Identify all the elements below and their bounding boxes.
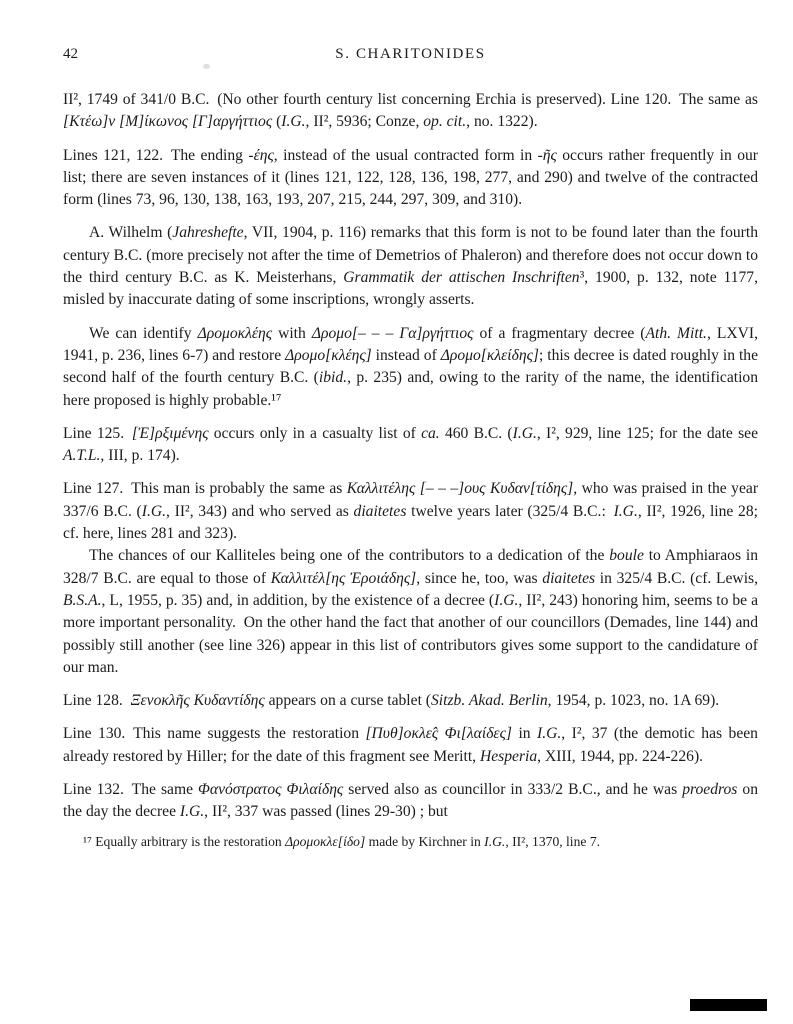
text-segment: , who was praised in the year 337/6 B.C. ( bbox=[63, 480, 759, 520]
text-segment: Line 125. bbox=[63, 424, 132, 442]
italic-text-segment: Δρομο[κλέης] bbox=[285, 346, 372, 364]
italic-text-segment: Καλλιτέλης [– – –]ους Κυδαν[τίδης] bbox=[346, 480, 574, 498]
italic-text-segment: Δρομοκλε[ίδο] bbox=[285, 833, 366, 849]
text-segment: Line 128. bbox=[63, 692, 131, 710]
italic-text-segment: Grammatik der attischen Inschriften bbox=[343, 269, 580, 287]
text-segment: , III, p. 174). bbox=[100, 447, 180, 465]
italic-text-segment: I.G. bbox=[484, 833, 506, 849]
text-segment: , no. 1322). bbox=[466, 113, 538, 131]
italic-text-segment: Δρομο[– – – Γα]ργήττιος bbox=[311, 324, 474, 342]
italic-text-segment: Δρομο[κλείδης] bbox=[440, 346, 539, 364]
paragraph-6 bbox=[63, 478, 758, 545]
paragraph-4 bbox=[63, 323, 758, 412]
page-number: 42 bbox=[63, 46, 78, 62]
text-segment: ; this decree is dated roughly in the second half of the fourth century B.C. ( bbox=[63, 346, 759, 387]
italic-text-segment: I.G. bbox=[281, 113, 306, 131]
paragraph-2 bbox=[63, 145, 758, 212]
text-segment: , II², 1926, line 28; cf. here, lines 281 and 323). bbox=[63, 502, 758, 543]
italic-text-segment: Sitzb. Akad. Berlin bbox=[431, 692, 548, 710]
text-segment: , since he, too, was bbox=[416, 569, 543, 587]
italic-text-segment: I.G. bbox=[537, 725, 562, 743]
text-segment: , II², 343) and who served as bbox=[166, 502, 354, 520]
italic-text-segment: Ath. Mitt. bbox=[645, 324, 707, 342]
text-segment: , LXVI, 1941, p. 236, lines 6-7) and restore bbox=[63, 324, 758, 364]
text-segment: twelve years later (325/4 B.C.: bbox=[406, 502, 614, 520]
italic-text-segment: [Ἐ]ρξιμένης bbox=[131, 424, 209, 442]
paragraph-9 bbox=[63, 723, 758, 768]
paragraph-8 bbox=[63, 690, 758, 712]
italic-text-segment: -έης bbox=[248, 146, 274, 164]
italic-text-segment: [Πυθ]οκλε̂ς Φι[λαίδες] bbox=[365, 725, 512, 743]
italic-text-segment: ibid. bbox=[318, 369, 348, 387]
text-segment: appears on a curse tablet ( bbox=[264, 692, 431, 710]
italic-text-segment: boule bbox=[609, 547, 644, 565]
text-segment: ( bbox=[272, 113, 282, 131]
text-segment: , II², 1370, line 7. bbox=[505, 833, 601, 849]
text-segment: , II², 337 was passed (lines 29-30) ; but bbox=[204, 803, 448, 821]
text-segment: , instead of the usual contracted form in bbox=[273, 146, 538, 164]
italic-text-segment: Δρομοκλέης bbox=[197, 324, 273, 342]
paragraph-5 bbox=[63, 423, 758, 468]
paragraph-3 bbox=[63, 222, 758, 311]
text-segment: to Amphiaraos in 328/7 B.C. are equal to those of bbox=[63, 547, 758, 587]
text-segment: instead of bbox=[371, 346, 441, 364]
text-segment: ³, 1900, p. 132, note 1177, misled by inaccurate dating of some inscriptions, wrongly asserts. bbox=[63, 269, 759, 309]
text-block bbox=[63, 89, 758, 824]
italic-text-segment: Jahreshefte bbox=[172, 224, 244, 242]
text-segment: , L, 1955, p. 35) and, in addition, by the existence of a decree ( bbox=[101, 591, 495, 609]
text-segment: , VII, 1904, p. 116) remarks that this form is not to be found later than the fourth century B.C. (more precisely not after the time of Demetrios of Phaleron) and therefore does not occur down to the third century B.C. as K. Meisterhans, bbox=[63, 224, 758, 287]
italic-text-segment: diaitetes bbox=[542, 569, 596, 587]
italic-text-segment: I.G. bbox=[179, 803, 205, 821]
italic-text-segment: diaitetes bbox=[353, 502, 407, 520]
italic-text-segment: A.T.L. bbox=[63, 447, 101, 465]
text-segment: , 1954, p. 1023, no. 1A 69). bbox=[547, 692, 720, 710]
text-segment: , II², 5936; Conze, bbox=[305, 113, 424, 131]
text-segment: ¹⁷ Equally arbitrary is the restoration bbox=[83, 833, 286, 849]
italic-text-segment: I.G. bbox=[613, 502, 638, 520]
page-content bbox=[63, 46, 758, 864]
text-segment: occurs rather frequently in our list; there are seven instances of it (lines 121, 122, 128, 136, 198, 277, and 290) and twelve of the contracted form (lines 73, 96, 130, 138, 163, 193, 207, 215, 244, 297, 309, and 310). bbox=[63, 146, 758, 209]
text-segment: Line 127. This man is probably the same as bbox=[63, 480, 347, 498]
text-segment: with bbox=[272, 324, 312, 342]
running-head bbox=[63, 46, 758, 68]
text-segment: , I², 929, line 125; for the date see bbox=[536, 424, 758, 442]
text-segment: made by Kirchner in bbox=[365, 833, 485, 849]
text-segment: Lines 121, 122. The ending bbox=[63, 146, 249, 164]
paragraph-10 bbox=[63, 779, 758, 824]
italic-text-segment: Ξενοκλῆς Κυδαντίδης bbox=[130, 692, 265, 710]
text-segment: occurs only in a casualty list of bbox=[208, 424, 422, 442]
italic-text-segment: op. cit. bbox=[423, 113, 467, 131]
italic-text-segment: I.G. bbox=[494, 591, 519, 609]
italic-text-segment: proedros bbox=[682, 781, 738, 799]
scan-artifact-bar bbox=[690, 999, 767, 1011]
text-segment: in bbox=[511, 725, 538, 743]
text-segment: , p. 235) and, owing to the rarity of the name, the identification here proposed is highly probable.¹⁷ bbox=[63, 369, 758, 409]
italic-text-segment: I.G. bbox=[141, 502, 167, 520]
paragraph-1 bbox=[63, 89, 758, 134]
text-segment: 460 B.C. ( bbox=[439, 424, 513, 442]
italic-text-segment: Hesperia bbox=[479, 747, 538, 765]
italic-text-segment: -ῆς bbox=[537, 146, 557, 164]
text-segment: in 325/4 B.C. (cf. Lewis, bbox=[595, 569, 758, 587]
text-segment: , II², 243) honoring him, seems to be a more important personality. On the other hand the fact that another of our councillors (Demades, line 144) and possibly still another (see line 326) appear in this list of contributors gives some support to the candidature of our man. bbox=[63, 591, 758, 676]
italic-text-segment: [Κτέω]ν [Μ]ίκωνος [Γ]αργήττιος bbox=[63, 113, 273, 131]
text-segment: Line 130. This name suggests the restoration bbox=[63, 725, 366, 743]
text-segment: served also as councillor in 333/2 B.C., and he was bbox=[343, 781, 683, 799]
text-segment: , XIII, 1944, pp. 224-226). bbox=[537, 747, 704, 765]
italic-text-segment: I.G. bbox=[512, 424, 537, 442]
italic-text-segment: Καλλιτέλ[ης Ἐροιάδης] bbox=[270, 569, 417, 587]
text-segment: on the day the decree bbox=[63, 781, 758, 821]
italic-text-segment: ca. bbox=[421, 424, 440, 442]
italic-text-segment: B.S.A. bbox=[63, 591, 102, 609]
italic-text-segment: Φανόστρατος Φιλαίδης bbox=[198, 781, 344, 799]
paragraph-7 bbox=[63, 545, 758, 679]
text-segment: of a fragmentary decree ( bbox=[473, 324, 646, 342]
text-segment: , I², 37 (the demotic has been already restored by Hiller; for the date of this fragment see Meritt, bbox=[63, 725, 758, 765]
text-segment: II², 1749 of 341/0 B.C. (No other fourth century list concerning Erchia is preserved). Line 120. The same as bbox=[63, 91, 758, 108]
running-title: S. CHARITONIDES bbox=[335, 46, 486, 62]
text-segment: The chances of our Kalliteles being one of the contributors to a dedication of the bbox=[89, 547, 610, 565]
text-segment: A. Wilhelm ( bbox=[89, 224, 173, 242]
text-segment: Line 132. The same bbox=[63, 781, 199, 799]
footnote bbox=[63, 833, 758, 851]
text-segment: We can identify bbox=[89, 324, 198, 342]
